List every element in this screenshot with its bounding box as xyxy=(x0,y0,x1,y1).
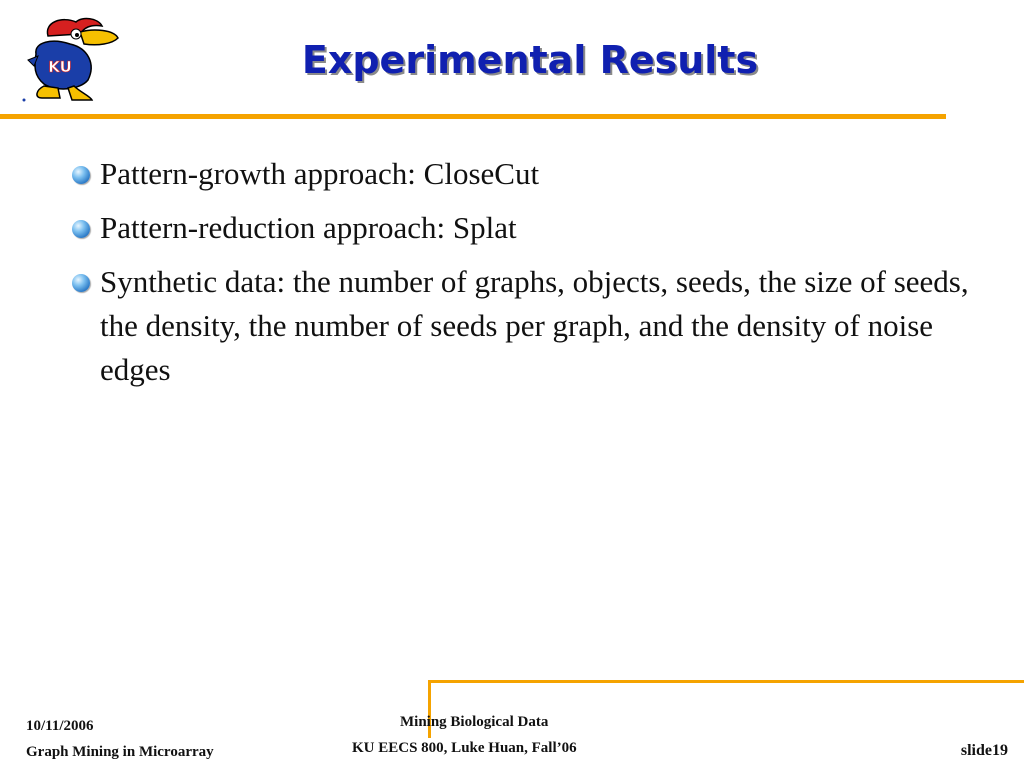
footer-date: 10/11/2006 xyxy=(26,718,94,734)
title-divider xyxy=(0,114,946,119)
footer-course-topic: Mining Biological Data xyxy=(400,714,549,730)
slide-title: Experimental Results xyxy=(301,38,759,82)
footer-divider-horizontal xyxy=(428,680,1024,683)
bullet-list xyxy=(72,152,972,402)
bullet-text: Pattern-reduction approach: Splat xyxy=(100,210,517,245)
bullet-orb-icon xyxy=(72,274,90,292)
bullet-item xyxy=(72,152,972,196)
bullet-orb-icon xyxy=(72,166,90,184)
bullet-text: Pattern-growth approach: CloseCut xyxy=(100,156,540,191)
logo-ku-text: KU xyxy=(48,58,72,76)
bullet-orb-icon xyxy=(72,220,90,238)
bullet-text: Synthetic data: the number of graphs, objects, seeds, the size of seeds, the density, the number of seeds per graph, and the density of noise edges xyxy=(100,264,969,387)
jayhawk-logo-icon xyxy=(18,14,122,102)
footer-slide-number: slide19 xyxy=(960,742,1008,759)
bullet-item xyxy=(72,206,972,250)
bullet-item xyxy=(72,260,972,392)
footer-course-info: KU EECS 800, Luke Huan, Fall’06 xyxy=(352,740,577,756)
footer-presentation-title: Graph Mining in Microarray xyxy=(26,744,214,760)
